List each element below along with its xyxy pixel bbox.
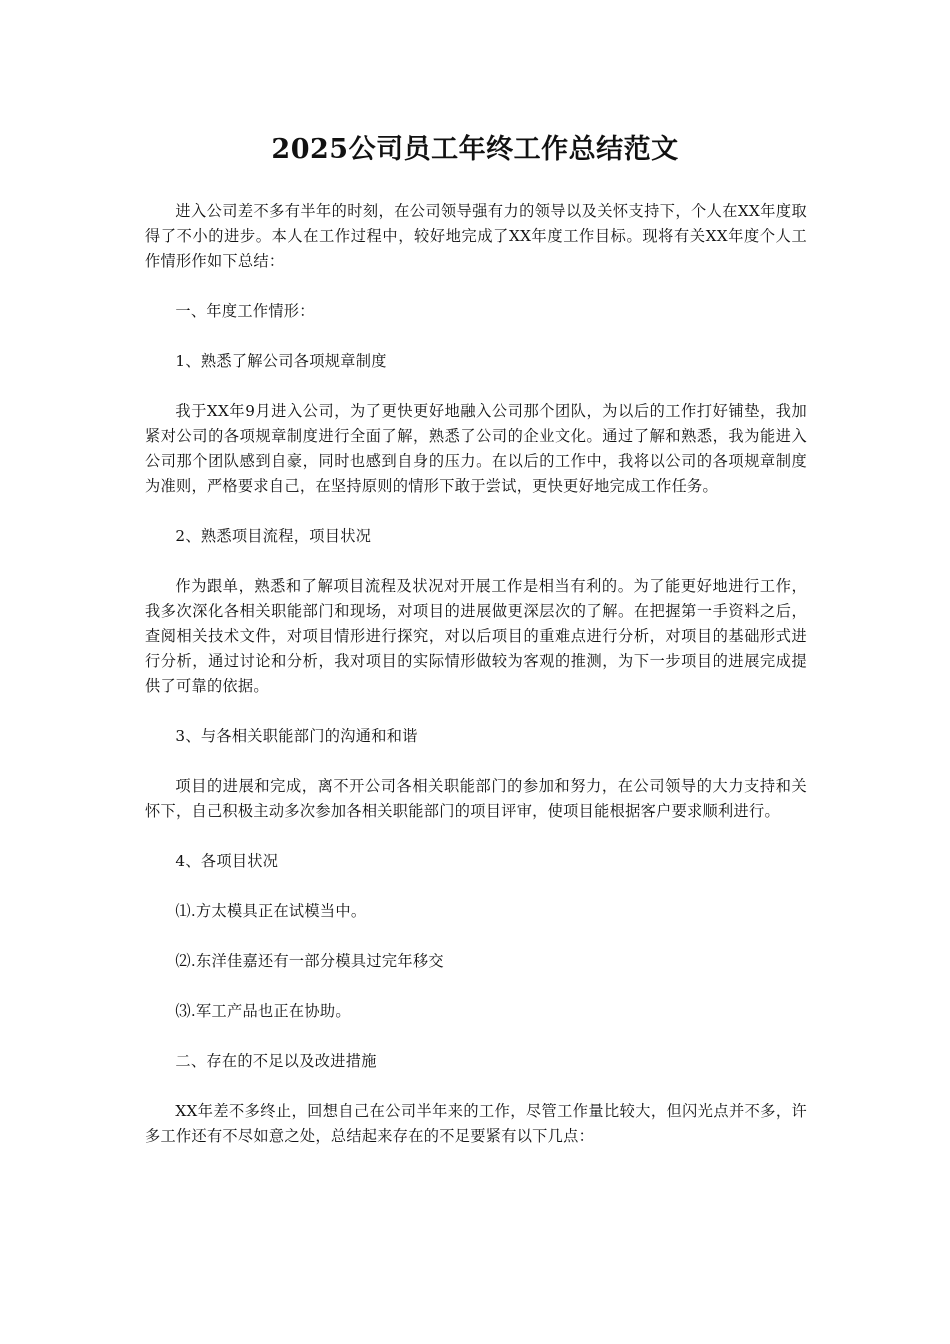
document-title: 2025公司员工年终工作总结范文 (271, 134, 679, 165)
document-body (145, 199, 807, 1149)
list-item-2: ⑵.东洋佳嘉还有一部分模具过完年移交 (175, 952, 444, 970)
paragraph-project-process: 作为跟单，熟悉和了解项目流程及状况对开展工作是相当有利的。为了能更好地进行工作，我多次深化各相关职能部门和现场，对项目的进展做更深层次的了解。在把握第一手资料之后，查阅相关技术文件，对项目情形进行探究，对以后项目的重难点进行分析，对项目的基础形式进行分析，通过讨论和分析，我对项目的实际情形做较为客观的推测，为下一步项目的进展完成提供了可靠的依据。 (145, 577, 807, 695)
list-item-3: ⑶.军工产品也正在协助。 (175, 1002, 351, 1020)
subheading-project-status: 4、各项目状况 (175, 852, 279, 870)
subheading-rules: 1、熟悉了解公司各项规章制度 (175, 352, 387, 370)
paragraph-communication: 项目的进展和完成，离不开公司各相关职能部门的参加和努力，在公司领导的大力支持和关怀下，自己积极主动多次参加各相关职能部门的项目评审，使项目能根据客户要求顺利进行。 (145, 777, 807, 820)
subheading-project-process: 2、熟悉项目流程，项目状况 (175, 527, 372, 545)
paragraph-rules: 我于XX年9月进入公司，为了更快更好地融入公司那个团队，为以后的工作打好铺垫，我加紧对公司的各项规章制度进行全面了解，熟悉了公司的企业文化。通过了解和熟悉，我为能进入公司那个团队感到自豪，同时也感到自身的压力。在以后的工作中，我将以公司的各项规章制度为准则，严格要求自己，在坚持原则的情形下敢于尝试，更快更好地完成工作任务。 (145, 402, 807, 495)
paragraph-intro: 进入公司差不多有半年的时刻，在公司领导强有力的领导以及关怀支持下，个人在XX年度取得了不小的进步。本人在工作过程中，较好地完成了XX年度工作目标。现将有关XX年度个人工作情形作如下总结： (145, 202, 807, 270)
paragraph-shortcomings: XX年差不多终止，回想自己在公司半年来的工作，尽管工作量比较大，但闪光点并不多，许多工作还有不尽如意之处，总结起来存在的不足要紧有以下几点： (145, 1102, 807, 1145)
section-heading-annual-work: 一、年度工作情形： (175, 302, 315, 320)
list-item-1: ⑴.方太模具正在试模当中。 (175, 902, 367, 920)
subheading-communication: 3、与各相关职能部门的沟通和和谐 (175, 727, 418, 745)
section-heading-shortcomings: 二、存在的不足以及改进措施 (175, 1052, 377, 1070)
